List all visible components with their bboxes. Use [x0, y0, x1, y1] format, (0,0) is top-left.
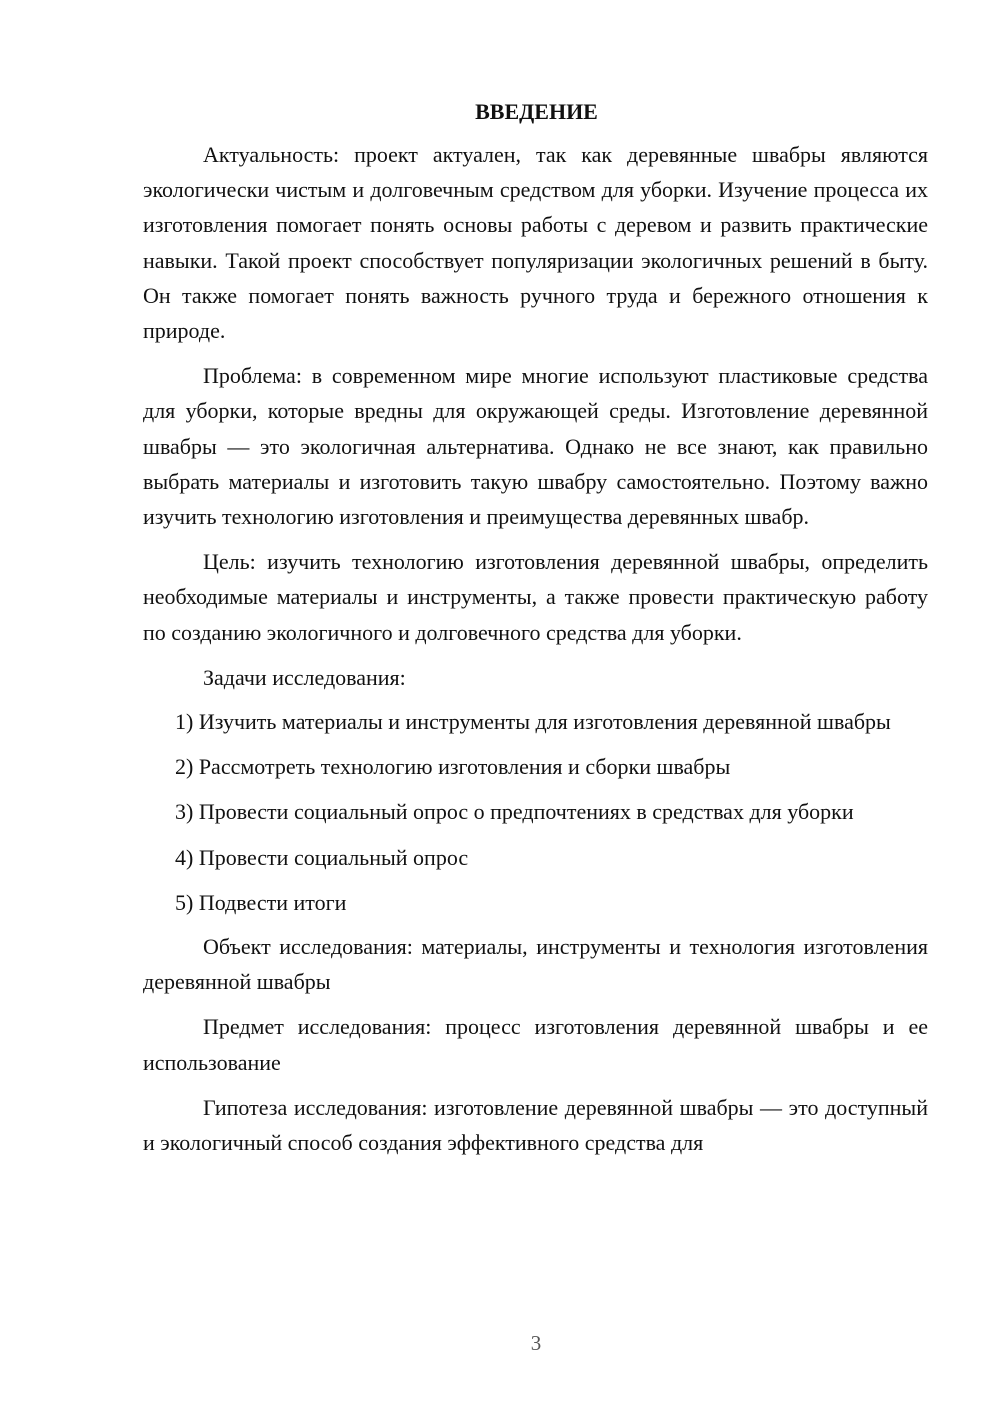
paragraph-problem: Проблема: в современном мире многие используют пластиковые средства для уборки, которые вредны для окружающей среды. Изготовление деревянной швабры — это экологичная альтернатива. Однако не все знают, как правильно выбрать материалы и изготовить такую швабру самостоятельно. Поэтому важно изучить технологию изготовления и преимущества деревянных швабр.: [143, 363, 928, 530]
paragraph-goal: Цель: изучить технологию изготовления деревянной швабры, определить необходимые материалы и инструменты, а также провести практическую работу по созданию экологичного и долговечного средства для уборки.: [143, 549, 928, 645]
paragraph-subject: Предмет исследования: процесс изготовления деревянной швабры и ее использование: [143, 1014, 928, 1075]
paragraph-hypothesis: Гипотеза исследования: изготовление деревянной швабры — это доступный и экологичный способ создания эффективного средства для: [143, 1094, 928, 1156]
task-item: 5) Подвести итоги: [175, 889, 347, 915]
paragraph-object: Объект исследования: материалы, инструменты и технология изготовления деревянной швабры: [143, 934, 928, 995]
page-title: ВВЕДЕНИЕ: [475, 99, 598, 124]
page-number: 3: [530, 1331, 542, 1355]
task-item: 2) Рассмотреть технологию изготовления и сборки швабры: [175, 754, 731, 780]
paragraph-relevance: Актуальность: проект актуален, так как деревянные швабры являются экологически чистым и долговечным средством для уборки. Изучение процесса их изготовления помогает понять основы работы с деревом и развить практические навыки. Такой проект способствует популяризации экологичных решений в быту. Он также помогает понять важность ручного труда и бережного отношения к природе.: [143, 142, 928, 344]
task-item: 4) Провести социальный опрос: [175, 844, 469, 870]
task-item: 3) Провести социальный опрос о предпочтениях в средствах для уборки: [175, 799, 854, 825]
task-item: 1) Изучить материалы и инструменты для изготовления деревянной швабры: [175, 709, 891, 735]
page-content: [143, 94, 928, 1170]
paragraph-tasks-heading: Задачи исследования:: [203, 664, 406, 690]
